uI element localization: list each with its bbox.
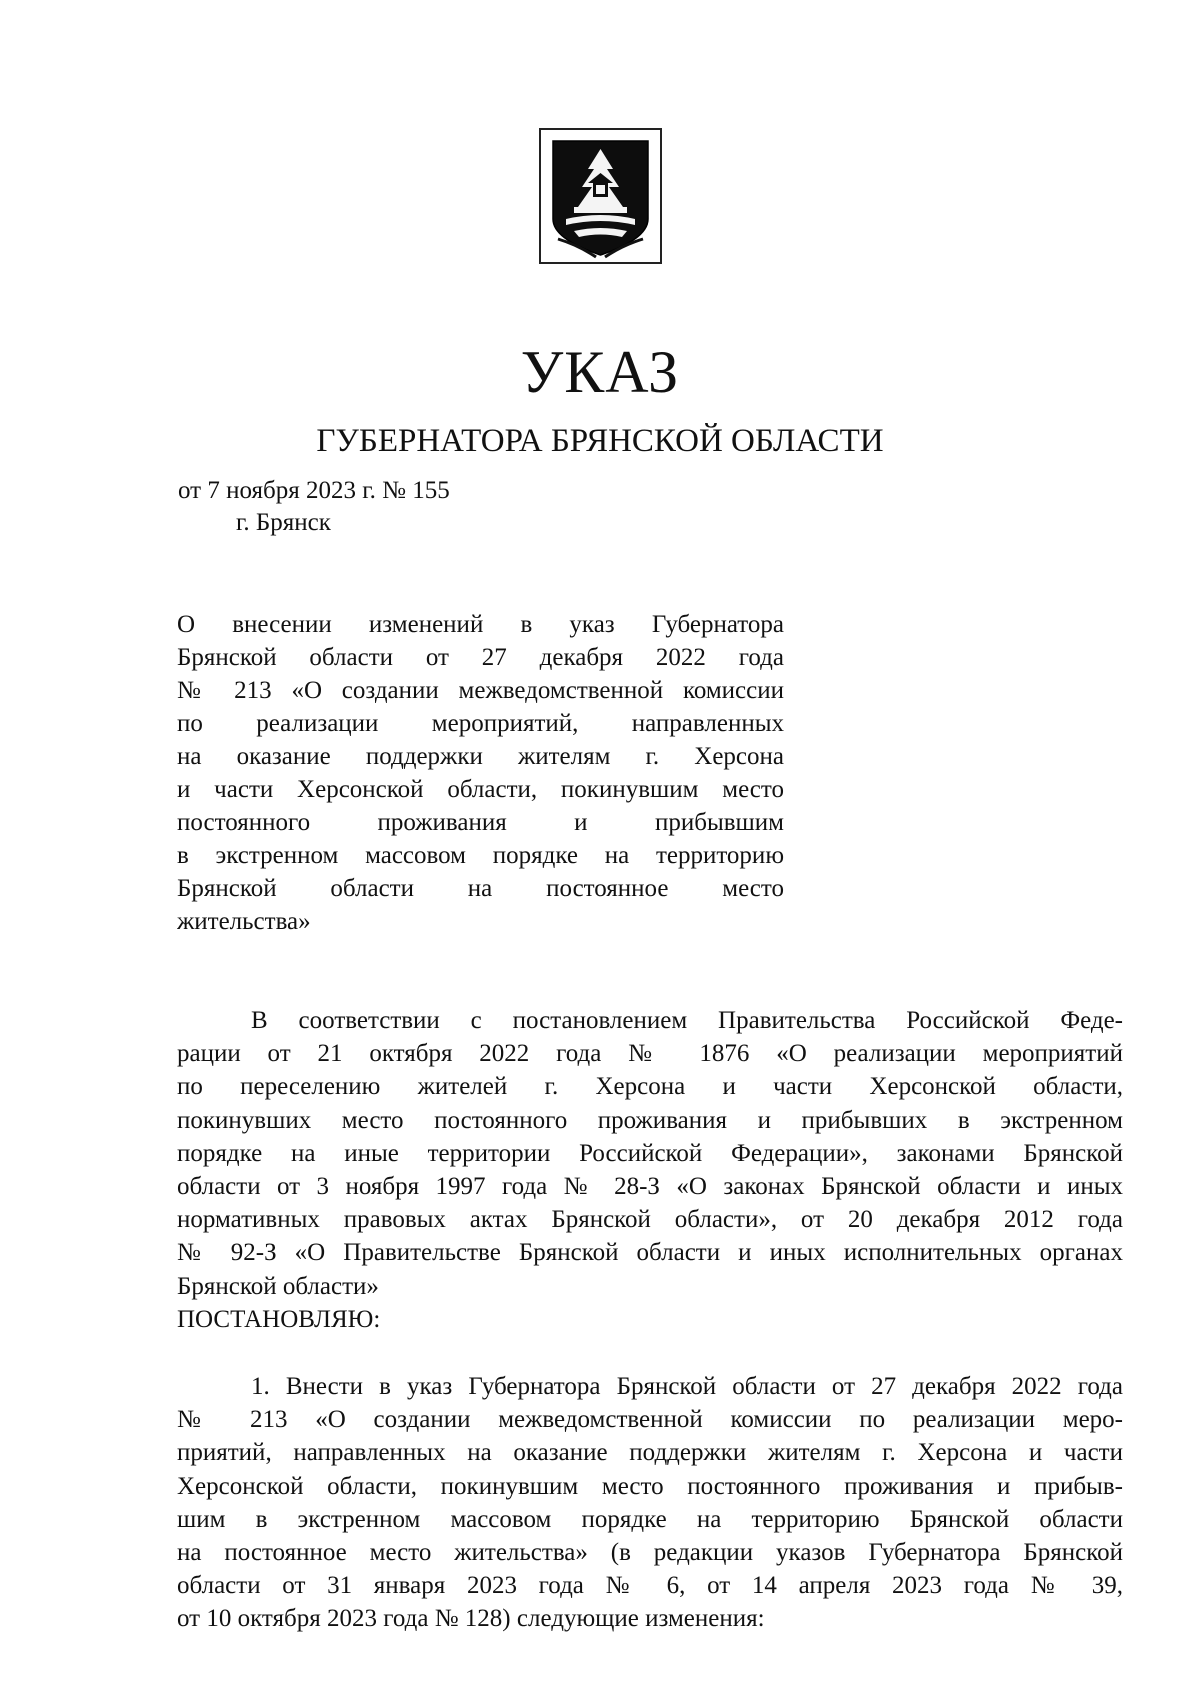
- subject-line: Брянской области от 27 декабря 2022 года: [177, 644, 784, 671]
- paragraph-line: приятий, направленных на оказание поддержки жителям г. Херсона и части: [177, 1439, 1123, 1467]
- decree-word: ПОСТАНОВЛЯЮ:: [177, 1305, 381, 1333]
- subject-line: жительства»: [177, 908, 311, 935]
- document-title: УКАЗ: [520, 339, 680, 405]
- subject-line: № 213 «О создании межведомственной комиссии: [177, 677, 784, 704]
- paragraph-line: области от 3 ноября 1997 года № 28-З «О законах Брянской области и иных: [177, 1172, 1123, 1200]
- document-subtitle: ГУБЕРНАТОРА БРЯНСКОЙ ОБЛАСТИ: [316, 423, 884, 459]
- item-1-paragraph: [177, 1370, 1123, 1636]
- subject-line: и части Херсонской области, покинувшим место: [177, 776, 784, 803]
- paragraph-line: покинувших место постоянного проживания и прибывших в экстренном: [177, 1106, 1123, 1134]
- paragraph-line: рации от 21 октября 2022 года № 1876 «О реализации мероприятий: [177, 1040, 1123, 1068]
- city: г. Брянск: [236, 509, 331, 536]
- paragraph-line: нормативных правовых актах Брянской области», от 20 декабря 2012 года: [177, 1206, 1123, 1234]
- date-number: от 7 ноября 2023 г. № 155: [178, 477, 450, 504]
- paragraph-line: № 213 «О создании межведомственной комиссии по реализации меро-: [177, 1406, 1123, 1434]
- paragraph-line: Херсонской области, покинувшим место постоянного проживания и прибыв-: [177, 1472, 1123, 1500]
- subject-line: О внесении изменений в указ Губернатора: [177, 611, 784, 638]
- paragraph-line: № 92-З «О Правительстве Брянской области и иных исполнительных органах: [177, 1239, 1123, 1267]
- subject-line: Брянской области на постоянное место: [177, 875, 784, 902]
- subject-line: в экстренном массовом порядке на территорию: [177, 842, 784, 869]
- subject-line: по реализации мероприятий, направленных: [177, 710, 784, 737]
- paragraph-line: В соответствии с постановлением Правительства Российской Феде-: [251, 1007, 1123, 1034]
- document-subject: [177, 608, 784, 938]
- subject-line: на оказание поддержки жителям г. Херсона: [177, 743, 784, 770]
- preamble-paragraph: [177, 1004, 1123, 1336]
- paragraph-line: порядке на иные территории Российской Федерации», законами Брянской: [177, 1139, 1123, 1167]
- subject-line: постоянного проживания и прибывшим: [177, 809, 784, 836]
- paragraph-line: 1. Внести в указ Губернатора Брянской области от 27 декабря 2022 года: [251, 1373, 1123, 1400]
- paragraph-line: от 10 октября 2023 года № 128) следующие изменения:: [177, 1605, 765, 1633]
- paragraph-line: по переселению жителей г. Херсона и части Херсонской области,: [177, 1073, 1123, 1101]
- paragraph-line: на постоянное место жительства» (в редакции указов Губернатора Брянской: [177, 1538, 1123, 1566]
- paragraph-line: шим в экстренном массовом порядке на территорию Брянской области: [177, 1505, 1123, 1533]
- paragraph-line: Брянской области»: [177, 1272, 379, 1300]
- paragraph-line: области от 31 января 2023 года № 6, от 14 апреля 2023 года № 39,: [177, 1572, 1123, 1600]
- bryansk-coat-of-arms-icon: [538, 127, 663, 265]
